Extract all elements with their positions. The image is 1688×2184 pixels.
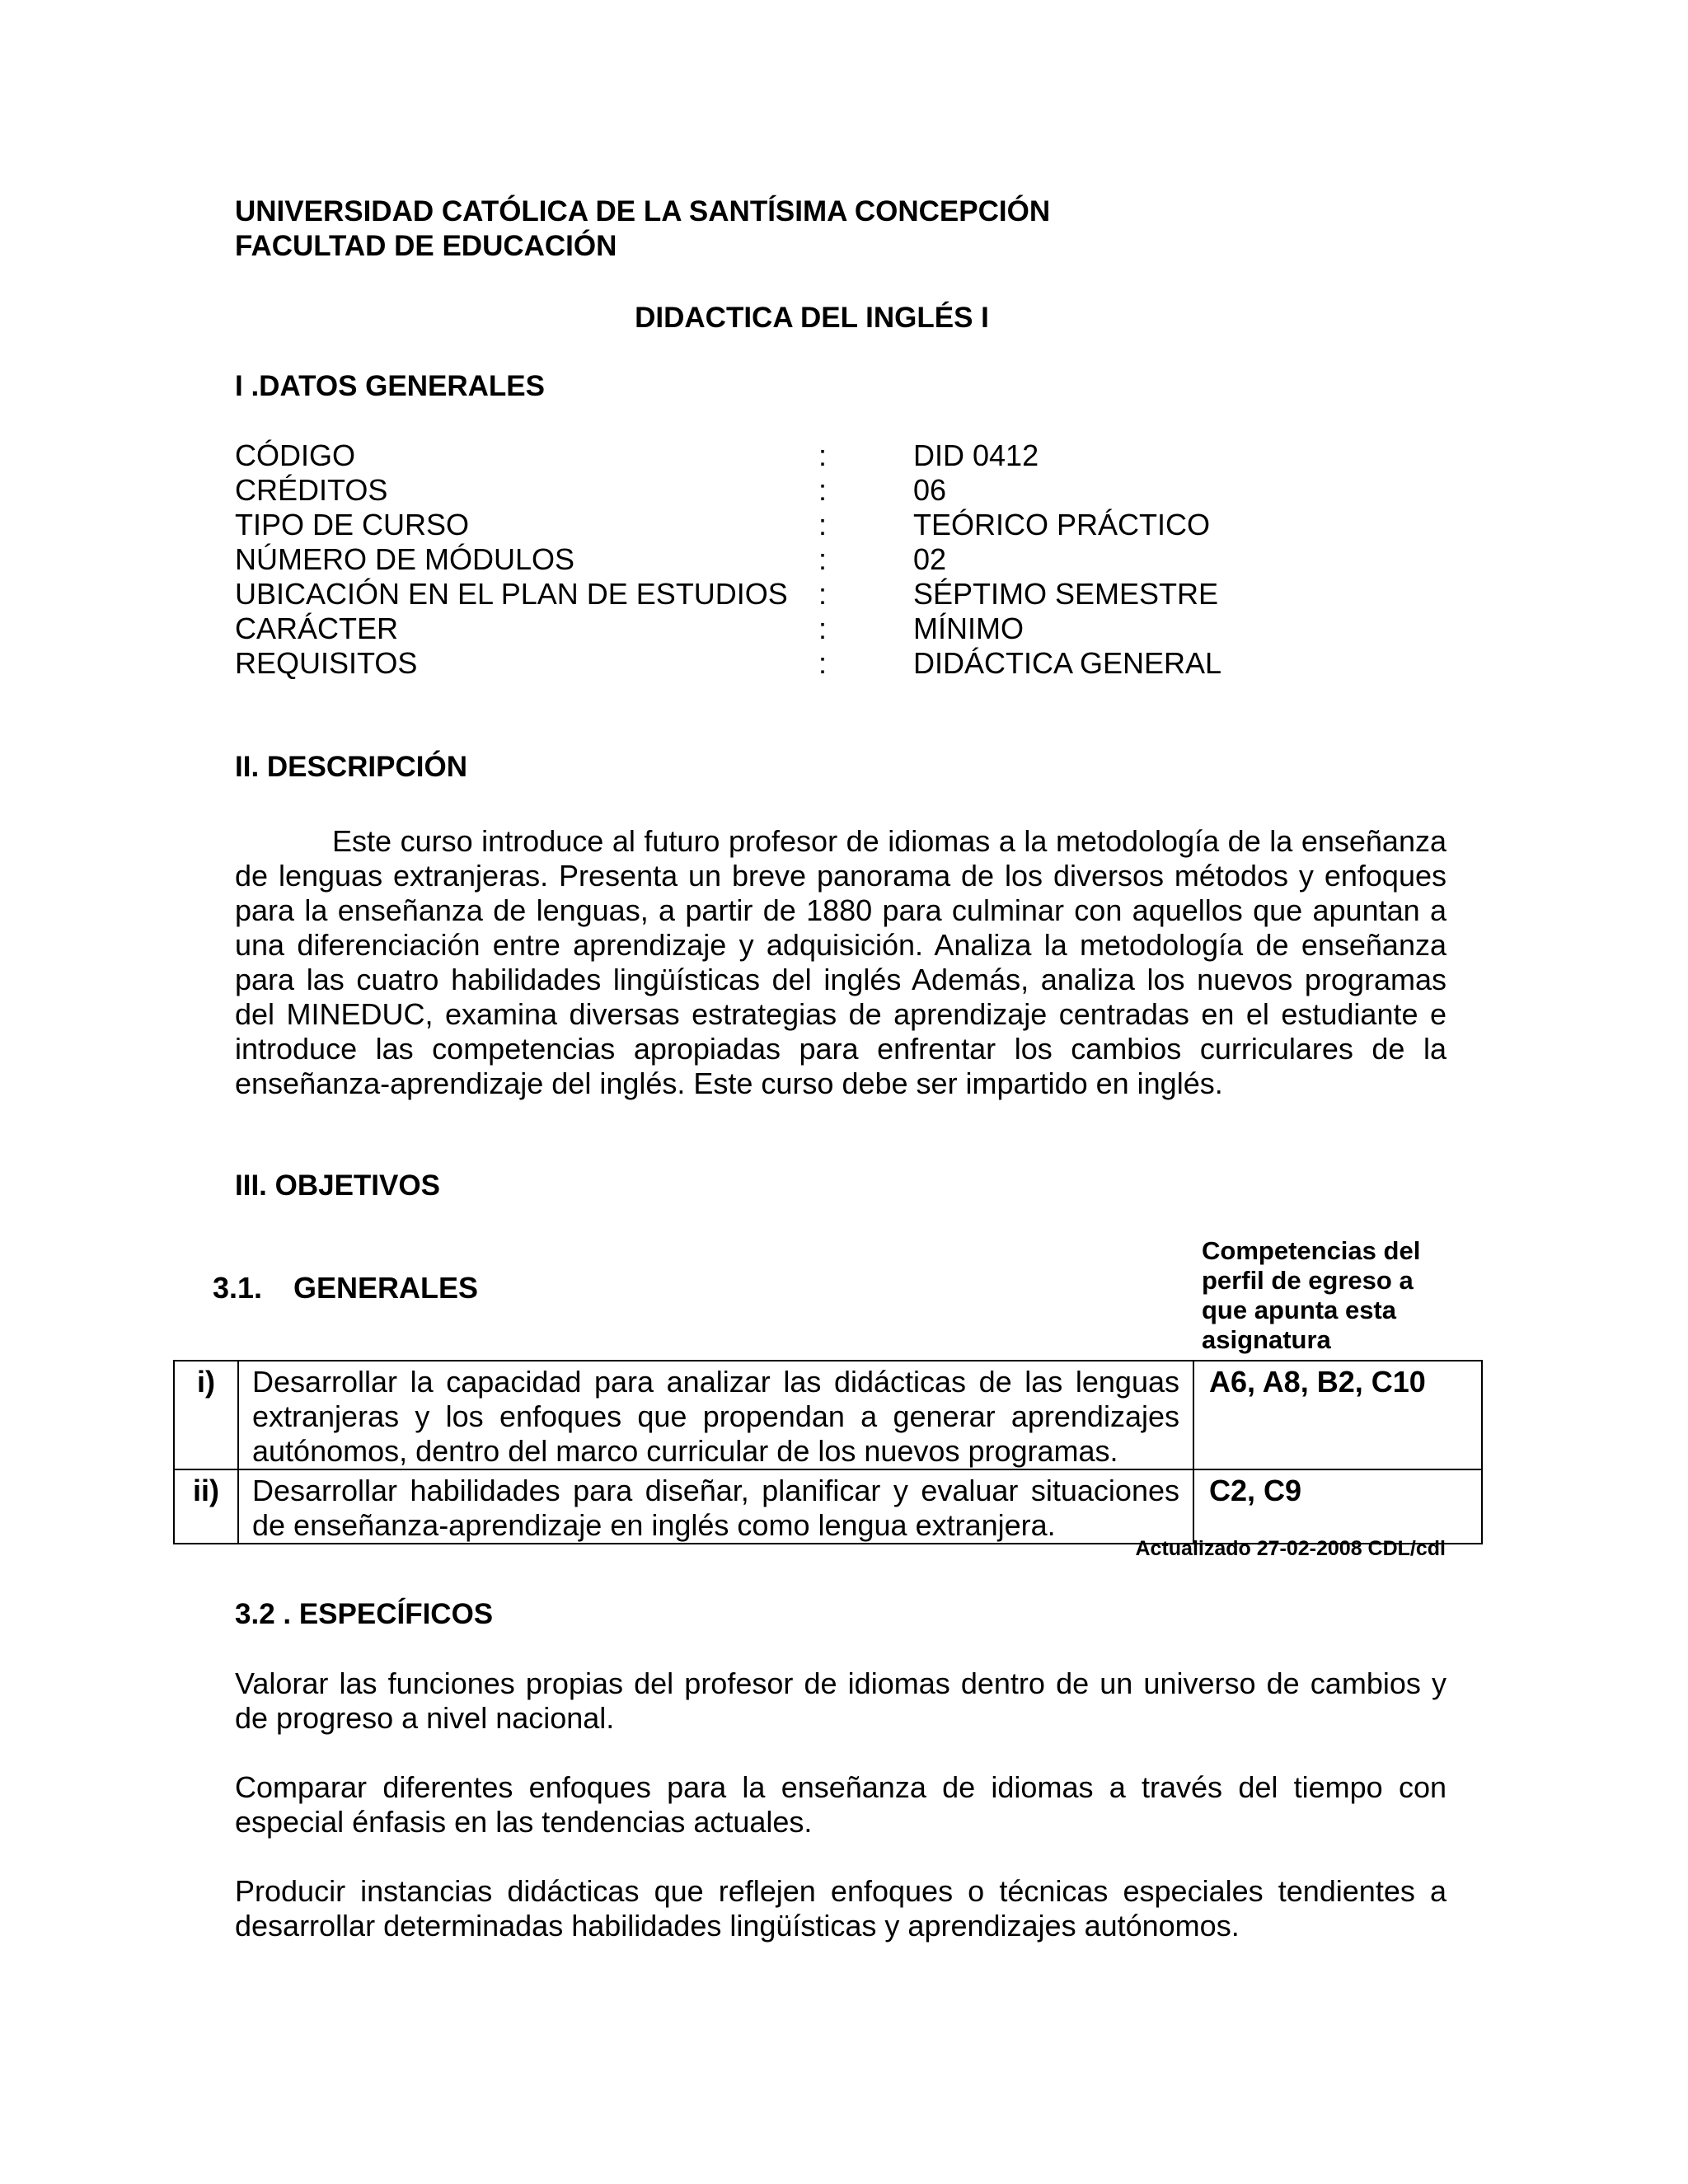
specific-objective: Producir instancias didácticas que reflejen enfoques o técnicas especiales tendientes a desarrollar determinadas habilidades lingüísticas y aprendizajes autónomos. [235,1874,1447,1943]
data-row-tipo-de-curso [235,508,1471,542]
data-colon: : [818,612,828,645]
specific-objective: Comparar diferentes enfoques para la enseñanza de idiomas a través del tiempo con especial énfasis en las tendencias actuales. [235,1770,1447,1839]
description-text: Este curso introduce al futuro profesor de idiomas a la metodología de la enseñanza de lenguas extranjeras. Presenta un breve panorama de los diversos métodos y enfoques para la enseñanza de lenguas, a partir de 1880 para culminar con aquellos que apuntan a una diferenciación entre aprendizaje y adquisición. Analiza la metodología de enseñanza para las cuatro habilidades lingüísticas del inglés Además, analiza los nuevos programas del MINEDUC, examina diversas estrategias de aprendizaje centradas en el estudiante e introduce las competencias apropiadas para enfrentar los cambios curriculares de la enseñanza-aprendizaje del inglés. Este curso debe ser impartido en inglés. [235,824,1447,1100]
data-value: TEÓRICO PRÁCTICO [913,508,1211,541]
data-value: 06 [913,473,947,507]
data-label: CRÉDITOS [235,473,388,507]
subsection-heading-especificos: 3.2 . ESPECÍFICOS [235,1598,494,1630]
subsection-title: GENERALES [293,1271,479,1305]
data-value: 02 [913,542,947,576]
table-row [174,1469,1482,1544]
data-value: SÉPTIMO SEMESTRE [913,577,1219,611]
data-label: NÚMERO DE MÓDULOS [235,542,575,576]
data-label: UBICACIÓN EN EL PLAN DE ESTUDIOS [235,577,788,611]
data-row-creditos [235,473,1471,508]
subsection-heading-generales [213,1271,478,1305]
data-colon: : [818,508,828,541]
data-colon: : [818,438,828,472]
section-heading-objetivos: III. OBJETIVOS [235,1169,440,1202]
data-colon: : [818,542,828,576]
data-row-requisitos [235,646,1471,681]
data-label: CARÁCTER [235,612,399,645]
objective-text: Desarrollar habilidades para diseñar, planificar y evaluar situaciones de enseñanza-aprendizaje en inglés como lengua extranjera. [238,1469,1193,1544]
competencias-cell: A6, A8, B2, C10 [1193,1361,1482,1469]
subsection-number: 3.1. [213,1271,263,1305]
data-row-ubicacion [235,577,1471,612]
course-title: DIDACTICA DEL INGLÉS I [635,302,989,334]
data-colon: : [818,646,828,680]
data-label: CÓDIGO [235,438,356,472]
description-paragraph [235,824,1447,1101]
data-value: DID 0412 [913,438,1039,472]
university-name: UNIVERSIDAD CATÓLICA DE LA SANTÍSIMA CONCEPCIÓN [235,195,1051,227]
data-label: REQUISITOS [235,646,418,680]
objectives-table [173,1360,1483,1544]
competencias-column-header: Competencias del perfil de egreso a que apunta esta asignatura [1202,1236,1421,1354]
data-label: TIPO DE CURSO [235,508,470,541]
data-value: MÍNIMO [913,612,1024,645]
specific-objective: Valorar las funciones propias del profesor de idiomas dentro de un universo de cambios y de progreso a nivel nacional. [235,1666,1447,1735]
section-heading-descripcion: II. DESCRIPCIÓN [235,751,467,783]
data-colon: : [818,473,828,507]
objective-text: Desarrollar la capacidad para analizar las didácticas de las lenguas extranjeras y los enfoques que propendan a generar aprendizajes autónomos, dentro del marco curricular de los nuevos programas. [238,1361,1193,1469]
data-row-numero-de-modulos [235,542,1471,577]
row-number: i) [174,1361,238,1469]
row-number: ii) [174,1469,238,1544]
data-value: DIDÁCTICA GENERAL [913,646,1222,680]
data-row-caracter [235,612,1471,646]
competencias-cell: C2, C9 [1193,1469,1482,1544]
section-heading-datos-generales: I .DATOS GENERALES [235,370,545,402]
updated-note: Actualizado 27-02-2008 CDL/cdl [1135,1537,1446,1560]
data-colon: : [818,577,828,611]
data-row-codigo [235,438,1471,473]
faculty-name: FACULTAD DE EDUCACIÓN [235,230,617,262]
table-row [174,1361,1482,1469]
